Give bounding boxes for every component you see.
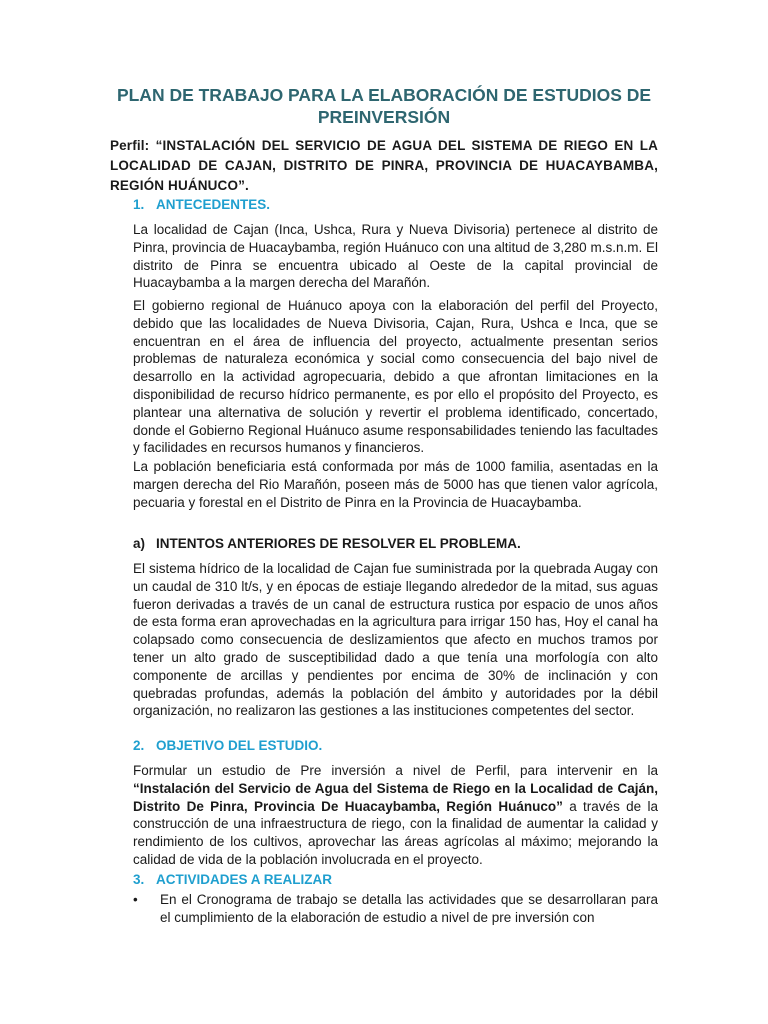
section-heading-antecedentes (133, 196, 270, 214)
section-title: ANTECEDENTES. (156, 197, 271, 212)
subsection-title: INTENTOS ANTERIORES DE RESOLVER EL PROBLEMA. (156, 536, 521, 551)
section-heading-actividades (133, 871, 332, 889)
section-number: 2. (133, 738, 145, 753)
bullet-text: En el Cronograma de trabajo se detalla las actividades que se desarrollaran para el cumplimiento de la elaboración de estudio a nivel de pre inversión con (160, 892, 658, 925)
section-heading-objetivo (133, 737, 322, 755)
objetivo-project-name: “Instalación del Servicio de Agua del Sistema de Riego en la Localidad de Caján, Distrito De Pinra, Provincia De Huacaybamba, Región Huánuco” (133, 780, 658, 814)
section-number: 1. (133, 197, 145, 212)
list-item (133, 891, 658, 931)
subsection-heading-intentos (133, 535, 521, 553)
objetivo-paragraph (133, 762, 658, 869)
document-title: PLAN DE TRABAJO PARA LA ELABORACIÓN DE ESTUDIOS DE PREINVERSIÓN (116, 85, 652, 127)
subsection-number: a) (133, 536, 146, 551)
section-title: ACTIVIDADES A REALIZAR (156, 872, 333, 887)
section-title: OBJETIVO DEL ESTUDIO. (156, 738, 323, 753)
antecedentes-paragraph-1: La localidad de Cajan (Inca, Ushca, Rura y Nueva Divisoria) pertenece al distrito de Pinra, provincia de Huacaybamba, región Huánuco con una altitud de 3,280 m.s.n.m. El distrito de Pinra se encuentra ubicado al Oeste de la capital provincial de Huacaybamba a la margen derecha del Marañón. (133, 222, 658, 291)
antecedentes-paragraph-2: El gobierno regional de Huánuco apoya con la elaboración del perfil del Proyecto, debido que las localidades de Nueva Divisoria, Cajan, Rura, Ushca e Inca, que se encuentran en el área de influencia del proyecto, actualmente presentan serios problemas de naturaleza económica y social como consecuencia del bajo nivel de desarrollo en la actividad agropecuaria, debido a que afrontan limitaciones en la disponibilidad de recurso hídrico permanente, es por ello el propósito del Proyecto, es plantear una alternativa de solución y revertir el problema identificado, concertado, donde el Gobierno Regional Huánuco asume responsabilidades teniendo las facultades y facilidades en recursos humanos y financieros. (133, 298, 658, 456)
objetivo-text-start: Formular un estudio de Pre inversión a nivel de Perfil, para intervenir en la (133, 763, 658, 778)
perfil-statement: Perfil: “INSTALACIÓN DEL SERVICIO DE AGUA DEL SISTEMA DE RIEGO EN LA LOCALIDAD DE CAJAN, DISTRITO DE PINRA, PROVINCIA DE HUACAYBAMBA, REGIÓN HUÁNUCO”. (110, 138, 658, 193)
bullet-icon: • (133, 892, 138, 907)
intentos-paragraph: El sistema hídrico de la localidad de Cajan fue suministrada por la quebrada Augay con un caudal de 310 lt/s, y en épocas de estiaje llegando alrededor de la mitad, sus aguas fueron derivadas a través de un canal de estructura rustica por espacio de unos años de esta forma eran aprovechadas en la agricultura para irrigar 150 has, Hoy el canal ha colapsado como consecuencia de deslizamientos que afecto en muchos tramos por tener un alto grado de susceptibilidad dado a que tenía una morfología con alto componente de arcillas y pendientes por encima de 30% de inclinación y con quebradas profundas, además la población del ámbito y autoridades por la débil organización, no realizaron las gestiones a las instituciones competentes del sector. (133, 561, 658, 719)
objetivo-text-end: a través de la construcción de una infraestructura de riego, con la finalidad de aumentar la calidad y rendimiento de los cultivos, aprovechar las áreas agrícolas al máximo; mejorando la calidad de vida de la población involucrada en el proyecto. (133, 798, 658, 867)
antecedentes-paragraph-3: La población beneficiaria está conformada por más de 1000 familia, asentadas en la margen derecha del Rio Marañón, poseen más de 5000 has que tienen valor agrícola, pecuaria y forestal en el Distrito de Pinra en la Provincia de Huacaybamba. (133, 459, 658, 510)
section-number: 3. (133, 872, 145, 887)
